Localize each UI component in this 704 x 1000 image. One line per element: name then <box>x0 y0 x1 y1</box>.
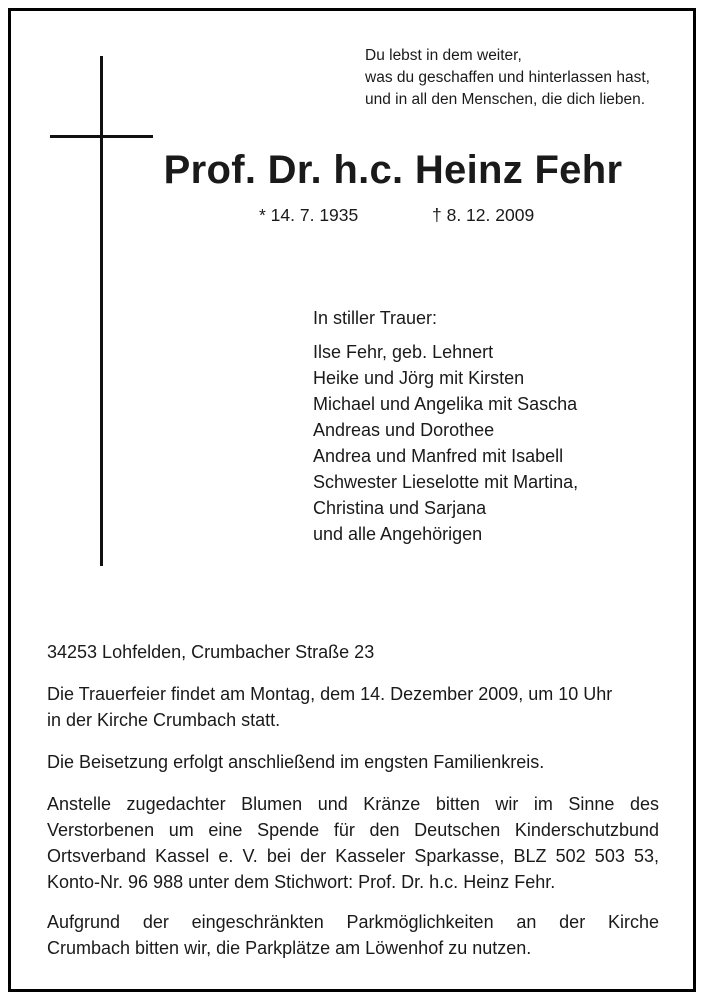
parking-paragraph <box>47 909 659 961</box>
obituary-notice <box>8 8 696 992</box>
memorial-quote <box>365 45 650 111</box>
donation-line: Verstorbenen um eine Spende für den Deutschen Kinderschutzbund <box>47 820 659 840</box>
funeral-line: Die Trauerfeier findet am Montag, dem 14. Dezember 2009, um 10 Uhr <box>47 684 613 704</box>
address: 34253 Lohfelden, Crumbacher Straße 23 <box>47 642 375 662</box>
mourners-list <box>313 305 578 547</box>
burial-paragraph: Die Beisetzung erfolgt anschließend im engsten Familienkreis. <box>47 752 545 772</box>
quote-line: und in all den Menschen, die dich lieben. <box>365 91 646 108</box>
death-date: † 8. 12. 2009 <box>432 205 535 225</box>
mourner-line: und alle Angehörigen <box>313 524 483 544</box>
donation-paragraph <box>47 791 659 895</box>
donation-line: Ortsverband Kassel e. V. bei der Kasseler Sparkasse, BLZ 502 503 53, <box>47 846 659 866</box>
mourner-line: Heike und Jörg mit Kirsten <box>313 368 525 388</box>
funeral-line: in der Kirche Crumbach statt. <box>47 710 281 730</box>
birth-date: * 14. 7. 1935 <box>259 205 359 225</box>
cross-vertical-bar <box>100 56 103 566</box>
mourner-line: Andreas und Dorothee <box>313 420 495 440</box>
parking-line: Crumbach bitten wir, die Parkplätze am Löwenhof zu nutzen. <box>47 938 532 958</box>
cross-horizontal-bar <box>50 135 153 138</box>
donation-line: Anstelle zugedachter Blumen und Kränze bitten wir im Sinne des <box>47 794 659 814</box>
donation-line: Konto-Nr. 96 988 unter dem Stichwort: Prof. Dr. h.c. Heinz Fehr. <box>47 872 556 892</box>
mourners-intro: In stiller Trauer: <box>313 308 438 328</box>
mourner-line: Ilse Fehr, geb. Lehnert <box>313 342 494 362</box>
mourner-line: Christina und Sarjana <box>313 498 487 518</box>
deceased-name: Prof. Dr. h.c. Heinz Fehr <box>163 148 623 192</box>
mourner-line: Michael und Angelika mit Sascha <box>313 394 578 414</box>
quote-line: Du lebst in dem weiter, <box>365 47 522 64</box>
quote-line: was du geschaffen und hinterlassen hast, <box>365 69 650 86</box>
parking-line: Aufgrund der eingeschränkten Parkmöglichkeiten an der Kirche <box>47 912 659 932</box>
mourner-line: Andrea und Manfred mit Isabell <box>313 446 564 466</box>
mourner-line: Schwester Lieselotte mit Martina, <box>313 472 579 492</box>
funeral-paragraph <box>47 681 659 733</box>
